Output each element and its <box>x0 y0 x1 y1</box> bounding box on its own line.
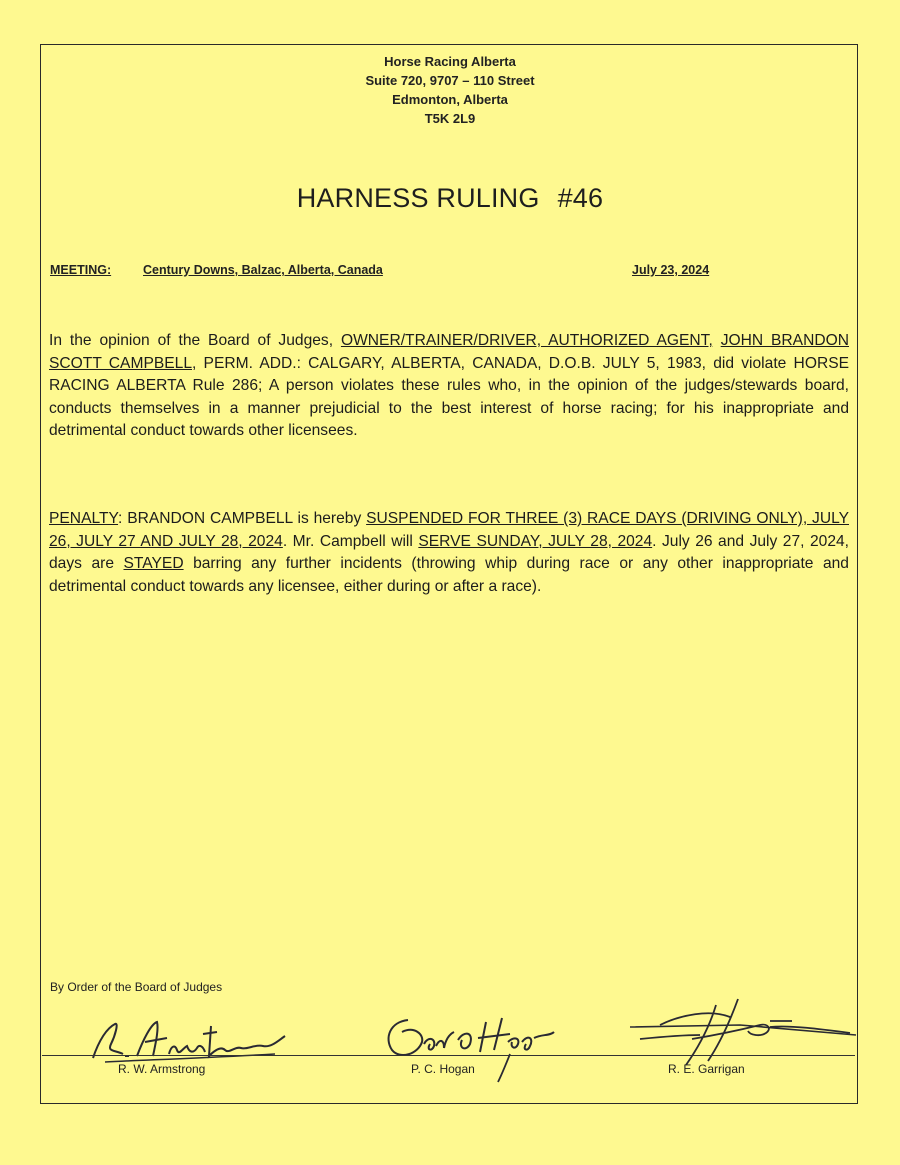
ruling-title <box>0 183 900 214</box>
signature-armstrong <box>85 1010 295 1070</box>
judge-name-hogan: P. C. Hogan <box>411 1062 475 1076</box>
postal-code: T5K 2L9 <box>424 111 476 126</box>
para1-text-2: , PERM. ADD.: CALGARY, ALBERTA, CANADA, D.O.B. JULY 5, 1983, did violate HORSE RACING ALBERTA Rule 286; A person violates these rules who, in the opinion of the judges/stewards board, conducts themselves in a manner prejudicial to the best interest of horse racing; for his inappropriate and detrimental conduct towards other licensees. <box>49 354 850 439</box>
meeting-venue: Century Downs, Balzac, Alberta, Canada <box>143 263 383 277</box>
serve-date: SERVE SUNDAY, JULY 28, 2024 <box>418 532 653 550</box>
para1-space <box>713 332 721 349</box>
meeting-label: MEETING: <box>50 263 112 277</box>
ruling-number: #46 <box>557 183 604 213</box>
meeting-date: July 23, 2024 <box>632 263 710 277</box>
address-line-1: Suite 720, 9707 – 110 Street <box>365 73 535 88</box>
penalty-paragraph <box>49 508 849 598</box>
signature-hogan <box>378 1008 568 1088</box>
by-order-text: By Order of the Board of Judges <box>50 980 223 994</box>
stayed-label: STAYED <box>123 555 184 572</box>
judge-name-garrigan: R. E. Garrigan <box>668 1062 745 1076</box>
penalty-label: PENALTY <box>49 510 119 527</box>
para2-text-3: . July 26 and July 27, 2024, days are <box>49 532 850 572</box>
licensee-role: OWNER/TRAINER/DRIVER, AUTHORIZED AGENT, <box>340 332 713 349</box>
para2-text-4: barring any further incidents (throwing whip during race or any other inappropriate and detrimental conduct towards any licensee, either during or after a race). <box>49 555 849 595</box>
letterhead <box>0 52 900 128</box>
org-name: Horse Racing Alberta <box>384 54 516 69</box>
para1-text-1: In the opinion of the Board of Judges, <box>49 332 341 349</box>
para2-text-2: . Mr. Campbell will <box>282 532 419 550</box>
ruling-title-text: HARNESS RULING <box>296 183 540 213</box>
signature-line <box>42 1055 855 1056</box>
ruling-paragraph <box>49 330 849 443</box>
judge-name-armstrong: R. W. Armstrong <box>118 1062 206 1076</box>
para2-text-1: : BRANDON CAMPBELL is hereby <box>118 510 367 527</box>
address-line-2: Edmonton, Alberta <box>392 92 508 107</box>
suspension-terms: SUSPENDED FOR THREE (3) RACE DAYS (DRIVING ONLY), JULY 26, JULY 27 AND JULY 28, 2024 <box>49 510 849 550</box>
licensee-name: JOHN BRANDON SCOTT CAMPBELL <box>49 332 849 372</box>
